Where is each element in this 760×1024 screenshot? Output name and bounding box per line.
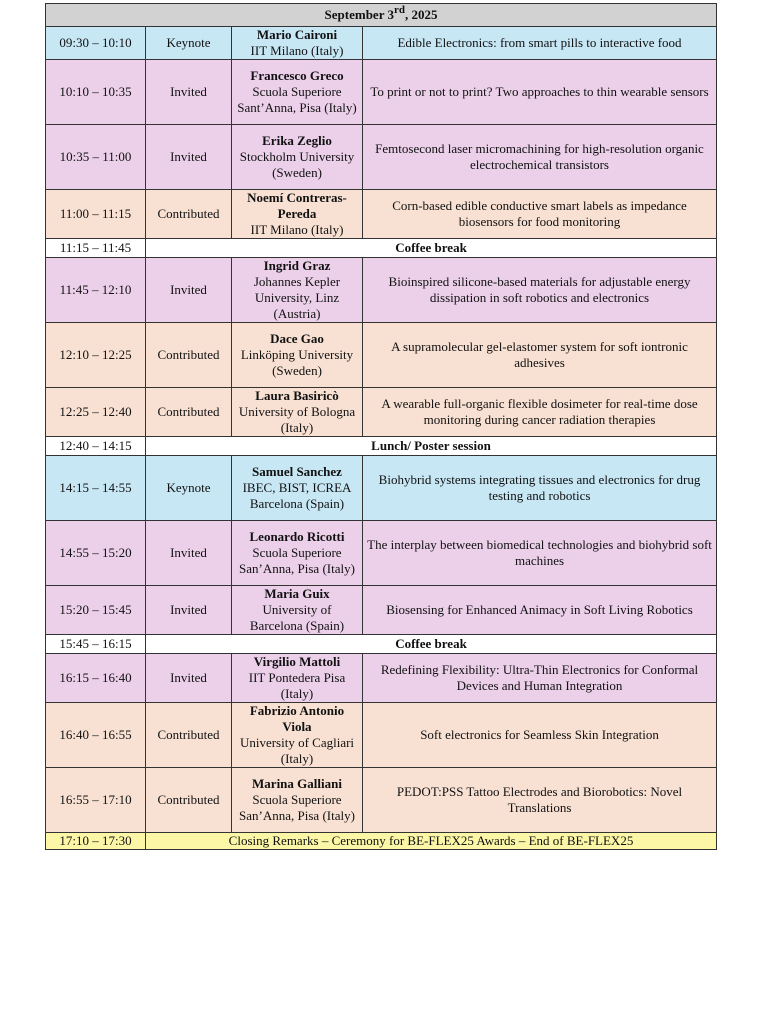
- speaker-affiliation: Scuola Superiore San’Anna, Pisa (Italy): [239, 545, 355, 576]
- speaker-affiliation: IIT Milano (Italy): [250, 222, 344, 237]
- speaker-cell: [232, 125, 363, 190]
- session-time: 16:55 – 17:10: [46, 768, 146, 833]
- closing-time: 17:10 – 17:30: [46, 833, 146, 850]
- session-type: Keynote: [146, 27, 232, 60]
- session-time: 16:40 – 16:55: [46, 703, 146, 768]
- speaker-affiliation: IIT Pontedera Pisa (Italy): [248, 670, 346, 701]
- break-label: [146, 239, 717, 258]
- break-label-text: Lunch/ Poster session: [371, 438, 491, 453]
- speaker-name: Dace Gao: [270, 331, 324, 346]
- talk-title: Corn-based edible conductive smart labels as impedance biosensors for food monitoring: [363, 190, 717, 239]
- session-time: 11:00 – 11:15: [46, 190, 146, 239]
- closing-text: Closing Remarks – Ceremony for BE-FLEX25 Awards – End of BE-FLEX25: [146, 833, 717, 850]
- talk-title: Bioinspired silicone-based materials for adjustable energy dissipation in soft robotics and electronics: [363, 258, 717, 323]
- talk-title: A wearable full-organic flexible dosimeter for real-time dose monitoring during cancer radiation therapies: [363, 388, 717, 437]
- speaker-name: Leonardo Ricotti: [249, 529, 345, 544]
- session-time: 10:10 – 10:35: [46, 60, 146, 125]
- session-type: Invited: [146, 521, 232, 586]
- session-time: 16:15 – 16:40: [46, 654, 146, 703]
- session-row: [46, 27, 717, 60]
- speaker-affiliation: Stockholm University (Sweden): [239, 149, 355, 180]
- session-time: 11:45 – 12:10: [46, 258, 146, 323]
- session-row: [46, 654, 717, 703]
- speaker-name: Virgilio Mattoli: [253, 654, 341, 669]
- talk-title: Biohybrid systems integrating tissues and electronics for drug testing and robotics: [363, 456, 717, 521]
- session-time: 15:45 – 16:15: [46, 635, 146, 654]
- speaker-name: Ingrid Graz: [263, 258, 331, 273]
- speaker-cell: [232, 456, 363, 521]
- speaker-affiliation: University of Barcelona (Spain): [249, 602, 345, 633]
- session-type: Invited: [146, 654, 232, 703]
- break-row: [46, 239, 717, 258]
- speaker-cell: [232, 703, 363, 768]
- session-type: Contributed: [146, 323, 232, 388]
- speaker-cell: [232, 768, 363, 833]
- talk-title: A supramolecular gel-elastomer system for soft iontronic adhesives: [363, 323, 717, 388]
- speaker-affiliation: IBEC, BIST, ICREA Barcelona (Spain): [242, 480, 352, 511]
- speaker-cell: [232, 521, 363, 586]
- speaker-affiliation: University of Cagliari (Italy): [239, 735, 355, 766]
- schedule-table: [45, 3, 717, 850]
- speaker-cell: [232, 323, 363, 388]
- speaker-cell: [232, 586, 363, 635]
- break-label: [146, 437, 717, 456]
- session-type: Contributed: [146, 768, 232, 833]
- speaker-cell: [232, 190, 363, 239]
- closing-row: [46, 833, 717, 850]
- speaker-name: Mario Caironi: [256, 27, 338, 42]
- session-time: 14:15 – 14:55: [46, 456, 146, 521]
- talk-title: To print or not to print? Two approaches to thin wearable sensors: [363, 60, 717, 125]
- speaker-affiliation: University of Bologna (Italy): [238, 404, 356, 435]
- day-header-suffix: rd: [393, 4, 405, 16]
- talk-title: Soft electronics for Seamless Skin Integration: [363, 703, 717, 768]
- speaker-affiliation: Linköping University (Sweden): [240, 347, 354, 378]
- speaker-name: Maria Guix: [264, 586, 330, 601]
- session-time: 12:25 – 12:40: [46, 388, 146, 437]
- session-time: 12:40 – 14:15: [46, 437, 146, 456]
- speaker-name: Samuel Sanchez: [252, 464, 342, 479]
- session-type: Contributed: [146, 703, 232, 768]
- session-time: 11:15 – 11:45: [46, 239, 146, 258]
- session-row: [46, 323, 717, 388]
- talk-title: PEDOT:PSS Tattoo Electrodes and Biorobotics: Novel Translations: [363, 768, 717, 833]
- break-label-text: Coffee break: [395, 240, 467, 255]
- break-row: [46, 635, 717, 654]
- break-label-text: Coffee break: [395, 636, 467, 651]
- session-row: [46, 586, 717, 635]
- session-time: 15:20 – 15:45: [46, 586, 146, 635]
- speaker-cell: [232, 60, 363, 125]
- session-row: [46, 388, 717, 437]
- talk-title: Femtosecond laser micromachining for high-resolution organic electrochemical transistors: [363, 125, 717, 190]
- talk-title: The interplay between biomedical technologies and biohybrid soft machines: [363, 521, 717, 586]
- session-time: 14:55 – 15:20: [46, 521, 146, 586]
- session-type: Invited: [146, 125, 232, 190]
- session-type: Contributed: [146, 190, 232, 239]
- session-row: [46, 190, 717, 239]
- session-type: Keynote: [146, 456, 232, 521]
- speaker-affiliation: Scuola Superiore San’Anna, Pisa (Italy): [239, 792, 355, 823]
- day-header: [46, 4, 717, 27]
- speaker-cell: [232, 27, 363, 60]
- speaker-name: Marina Galliani: [252, 776, 342, 791]
- session-time: 09:30 – 10:10: [46, 27, 146, 60]
- talk-title: Redefining Flexibility: Ultra-Thin Electronics for Conformal Devices and Human Integration: [363, 654, 717, 703]
- break-label: [146, 635, 717, 654]
- session-row: [46, 456, 717, 521]
- speaker-affiliation: IIT Milano (Italy): [250, 43, 344, 58]
- session-row: [46, 60, 717, 125]
- talk-title: Biosensing for Enhanced Animacy in Soft Living Robotics: [363, 586, 717, 635]
- session-row: [46, 258, 717, 323]
- speaker-affiliation: Johannes Kepler University, Linz (Austria): [253, 274, 341, 321]
- session-type: Contributed: [146, 388, 232, 437]
- session-row: [46, 521, 717, 586]
- session-time: 12:10 – 12:25: [46, 323, 146, 388]
- session-row: [46, 703, 717, 768]
- speaker-name: Francesco Greco: [250, 68, 344, 83]
- speaker-name: Fabrizio Antonio Viola: [249, 703, 345, 734]
- speaker-cell: [232, 654, 363, 703]
- session-type: Invited: [146, 586, 232, 635]
- talk-title: Edible Electronics: from smart pills to interactive food: [363, 27, 717, 60]
- speaker-name: Noemí Contreras-Pereda: [247, 190, 347, 221]
- speaker-cell: [232, 258, 363, 323]
- speaker-affiliation: Scuola Superiore Sant’Anna, Pisa (Italy): [237, 84, 357, 115]
- session-type: Invited: [146, 60, 232, 125]
- session-row: [46, 768, 717, 833]
- session-row: [46, 125, 717, 190]
- day-header-day: September 3: [324, 7, 394, 22]
- speaker-name: Erika Zeglio: [262, 133, 332, 148]
- day-header-year: , 2025: [404, 7, 438, 22]
- speaker-name: Laura Basiricò: [255, 388, 339, 403]
- break-row: [46, 437, 717, 456]
- session-time: 10:35 – 11:00: [46, 125, 146, 190]
- session-type: Invited: [146, 258, 232, 323]
- day-header-row: [46, 4, 717, 27]
- speaker-cell: [232, 388, 363, 437]
